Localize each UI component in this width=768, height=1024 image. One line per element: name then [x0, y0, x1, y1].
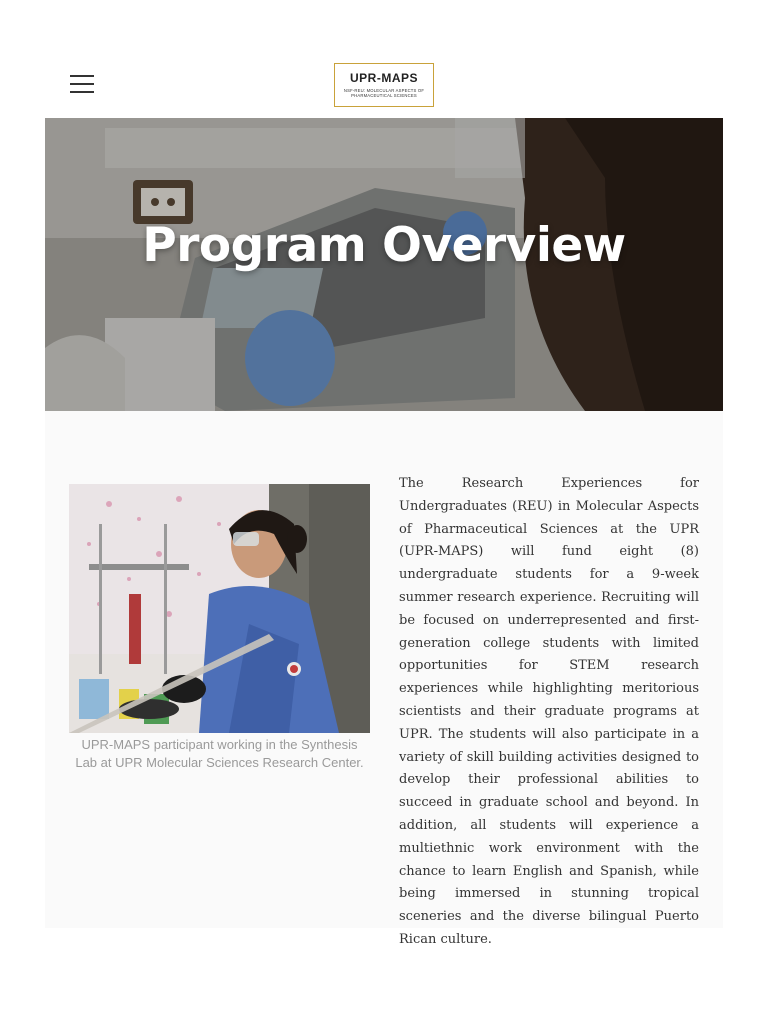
site-header [45, 54, 723, 118]
hamburger-menu-icon[interactable] [70, 75, 94, 95]
photo-caption: UPR-MAPS participant working in the Synthesis Lab at UPR Molecular Sciences Research Center. [75, 737, 364, 770]
lab-participant-image [69, 484, 370, 733]
logo-title: UPR-MAPS [349, 71, 418, 85]
site-logo[interactable] [334, 63, 434, 107]
hero-banner [45, 118, 723, 411]
page-container [45, 54, 723, 947]
program-description: The Research Experiences for Undergraduates (REU) in Molecular Aspects of Pharmaceutical Sciences at the UPR (UPR-MAPS) will fund eight (8) undergraduate students for a 9-week summer research experience. Recruiting will be focused on underrepresented and first-generation college students with limited opportunities for STEM research experiences while highlighting meritorious scientists and their graduate programs at UPR. The students will also participate in a variety of skill building activities designed to develop their professional abilities to succeed in graduate school and beyond. In addition, all students will experience a multiethnic work environment with the chance to learn English and Spanish, while being immersed in stunning tropical sceneries and the diverse bilingual Puerto Rican culture. [399, 476, 699, 947]
participant-photo [69, 484, 370, 733]
logo-subtitle: NSF-REU: MOLECULAR ASPECTS OF PHARMACEUTICAL SCIENCES [343, 88, 425, 98]
page-title: Program Overview [142, 218, 626, 273]
